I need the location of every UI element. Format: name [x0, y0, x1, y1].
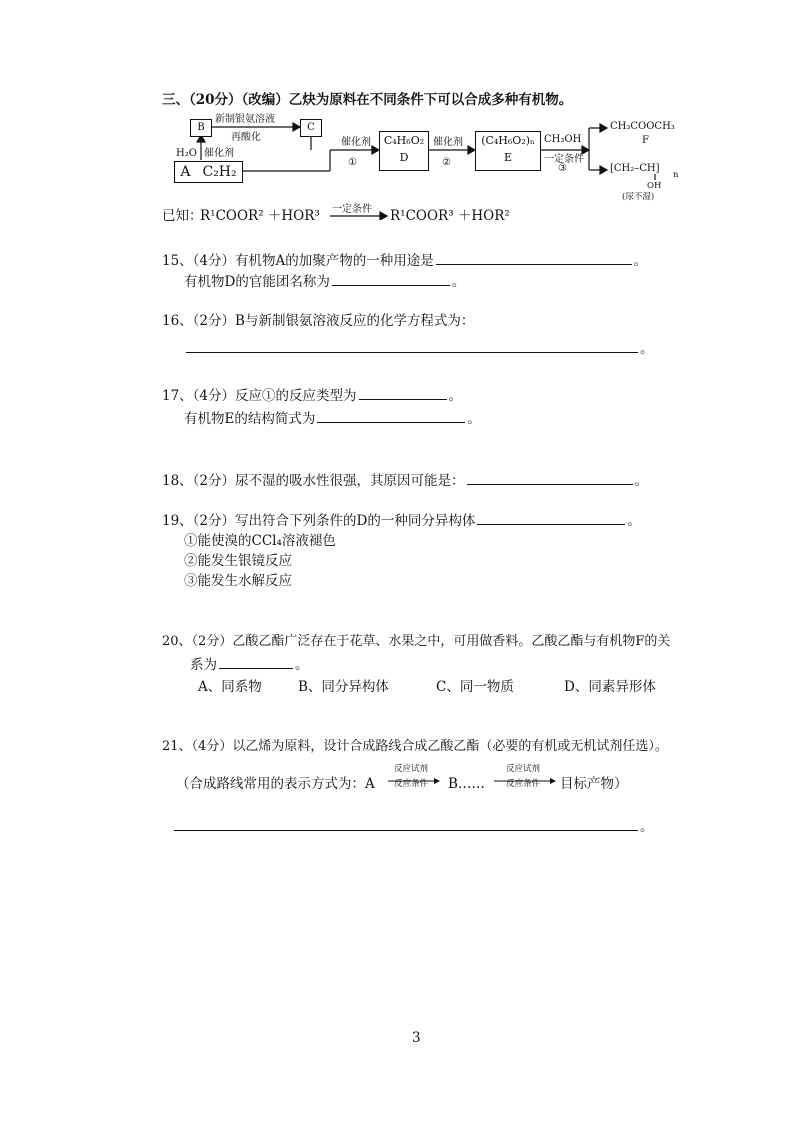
label-silver-ammonia: 新制银氨溶液 [215, 114, 275, 125]
q21-answer-blank[interactable] [174, 817, 638, 831]
q15-end-1: 。 [633, 253, 648, 269]
q15-line2 [184, 272, 465, 291]
known-right: R¹COOR³ ＋HOR² [390, 208, 510, 224]
label-acidify: 再酸化 [231, 132, 261, 143]
q20-option-c[interactable]: C、同一物质 [436, 679, 514, 695]
q20-text-2: 系为 [190, 657, 217, 673]
q19-answer-blank[interactable] [477, 511, 625, 525]
q20-line2 [190, 655, 309, 674]
q21-arrow1-top: 反应试剂 [394, 764, 429, 774]
polymer-oh: OH [647, 181, 662, 191]
q15-answer-blank-2[interactable] [332, 272, 450, 286]
q21-answer-line [172, 817, 654, 836]
step-2: ② [442, 157, 451, 168]
known-prefix: 已知： [162, 208, 203, 224]
node-a: A [180, 164, 191, 180]
polymer-chain: [CH₂–CH] [610, 163, 660, 174]
q21-end: 。 [640, 819, 654, 835]
q21-arrow1-bottom: 反应条件 [394, 779, 429, 789]
label-catalyst-2: 催化剂 [341, 137, 371, 148]
q15-text: 15、（4分）有机物A的加聚产物的一种用途是 [162, 253, 434, 269]
q19-condition-1: ①能使溴的CCl₄溶液褪色 [184, 533, 336, 549]
q17-text-2: 有机物E的结构简式为 [184, 411, 316, 427]
q17-answer-blank-1[interactable] [359, 386, 447, 400]
label-h2o: H₂O [176, 148, 197, 159]
q21-hint-mid: B…… [448, 776, 485, 792]
section-heading: 三、（20分）（改编）乙炔为原料在不同条件下可以合成多种有机物。 [162, 92, 573, 108]
label-catalyst-1: 催化剂 [204, 148, 234, 159]
q16-line1: 16、（2分）B与新制银氨溶液反应的化学方程式为： [162, 313, 475, 329]
q16-answer-line [184, 339, 654, 358]
q21-hint-prefix: （合成路线常用的表示方式为：A [176, 776, 375, 792]
product-f-label: F [642, 135, 649, 146]
node-d-label: D [399, 151, 409, 164]
q16-end: 。 [640, 341, 654, 357]
known-left: R¹COOR² ＋HOR³ [200, 208, 320, 224]
page-number: 3 [412, 1030, 421, 1046]
q19-condition-3: ③能发生水解反应 [184, 573, 292, 589]
q15-line1 [162, 251, 647, 270]
q19-end: 。 [627, 513, 641, 529]
q19-condition-2: ②能发生银镜反应 [184, 553, 292, 569]
label-ch3oh: CH₃OH [544, 134, 582, 145]
arrowhead-step1 [372, 146, 379, 154]
q20-option-b[interactable]: B、同分异构体 [298, 679, 389, 695]
q18-answer-blank[interactable] [467, 471, 633, 485]
q21-hint-suffix: 目标产物） [560, 776, 628, 792]
q20-option-a[interactable]: A、同系物 [198, 679, 262, 695]
q17-text: 17、（4分）反应①的反应类型为 [162, 388, 357, 404]
q18-line1 [162, 471, 648, 490]
q18-end: 。 [634, 473, 649, 489]
polymer-note: (尿不湿) [622, 192, 655, 202]
product-f-formula: CH₃COOCH₃ [610, 121, 675, 132]
q19-line1 [162, 511, 641, 530]
node-d [379, 131, 429, 171]
arrowhead-step2 [468, 146, 475, 154]
node-e-label: E [503, 151, 513, 164]
node-c2h2: C₂H₂ [202, 164, 237, 180]
step-1: ① [348, 157, 357, 168]
q18-text: 18、（2分）尿不湿的吸水性很强，其原因可能是： [162, 473, 465, 489]
q21-arrow2-top: 反应试剂 [506, 764, 541, 774]
q17-line2 [184, 409, 481, 428]
q21-line1: 21、（4分）以乙烯为原料，设计合成路线合成乙酸乙酯（必要的有机或无机试剂任选）。 [162, 739, 668, 754]
scheme-lines [0, 0, 794, 220]
q21-arrow2-bottom: 反应条件 [506, 779, 541, 789]
q19-text: 19、（2分）写出符合下列条件的D的一种同分异构体 [162, 513, 476, 529]
label-condition: 一定条件 [544, 154, 584, 165]
q20-line1: 20、（2分）乙酸乙酯广泛存在于花草、水果之中，可用做香料。乙酸乙酯与有机物F的关 [162, 634, 671, 649]
node-e [475, 131, 541, 171]
q20-end: 。 [295, 657, 309, 673]
node-c: C [300, 119, 322, 137]
q16-answer-blank[interactable] [186, 339, 638, 353]
q20-answer-blank[interactable] [219, 655, 293, 669]
polymer-n: n [673, 170, 679, 180]
q15-text-2: 有机物D的官能团名称为 [184, 274, 330, 290]
q15-answer-blank-1[interactable] [436, 251, 632, 265]
q17-answer-blank-2[interactable] [317, 409, 465, 423]
node-b: B [190, 119, 212, 137]
label-catalyst-3: 催化剂 [433, 137, 463, 148]
q17-line1 [162, 386, 462, 405]
arrowhead-b-to-c [293, 123, 300, 131]
step-3: ③ [558, 163, 567, 174]
q17-end-1: 。 [448, 388, 463, 404]
node-d-formula: C₄H₆O₂ [383, 134, 425, 147]
node-a-c2h2 [174, 161, 243, 183]
known-condition: 一定条件 [332, 204, 372, 215]
q15-end-2: 。 [451, 274, 466, 290]
q20-option-d[interactable]: D、同素异形体 [564, 679, 656, 695]
node-e-formula: (C₄H₆O₂)ₙ [481, 134, 535, 147]
q17-end-2: 。 [467, 411, 481, 427]
